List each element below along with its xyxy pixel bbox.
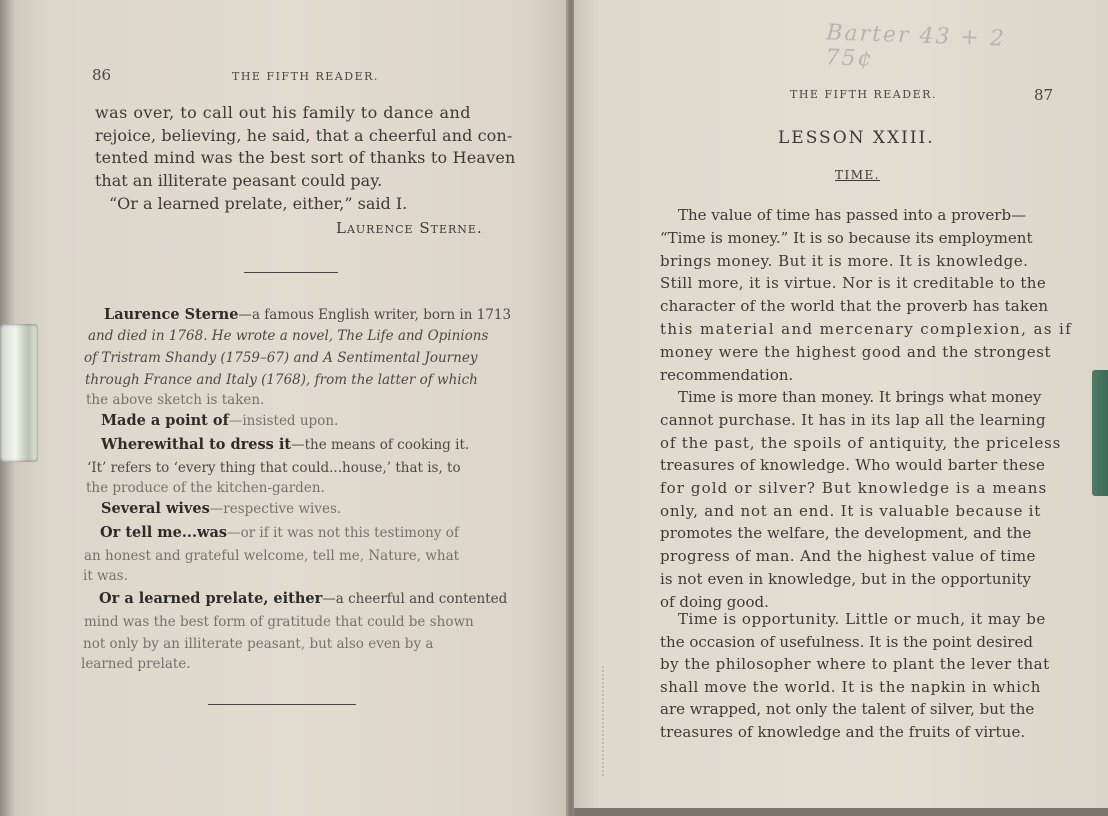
note-term: Laurence Sterne [104,306,239,323]
right-body-line: character of the world that the proverb has taken [660,297,1049,315]
right-body-line: cannot purchase. It has in its lap all the learning [660,411,1046,429]
section-rule [208,704,356,705]
right-body-line: of the past, the spoils of antiquity, the priceless [660,434,1062,452]
right-body-line: “Time is money.” It is so because its employment [660,229,1033,247]
note-line: and died in 1768. He wrote a novel, The Life and Opinions [88,328,489,344]
right-page-clip [1092,370,1108,496]
note-text: —or if it was not this testimony of [227,525,459,541]
right-body-line: brings money. But it is more. It is knowledge. [660,252,1029,270]
right-body-line: The value of time has passed into a proverb— [678,206,1027,224]
right-body-line: Time is opportunity. Little or much, it may be [678,610,1046,628]
left-page-clip [0,324,38,462]
right-body-line: recommendation. [660,366,794,384]
right-page-number: 87 [1034,86,1054,104]
right-body-line: treasures of knowledge and the fruits of virtue. [660,723,1026,741]
lesson-subtitle: TIME. [835,168,881,182]
right-body-line: shall move the world. It is the napkin in which [660,678,1041,696]
note-line: an honest and grateful welcome, tell me, Nature, what [84,548,460,564]
note-line: learned prelate. [81,656,191,672]
right-body-line: the occasion of usefulness. It is the point desired [660,633,1033,651]
note-term: Several wives [101,500,210,517]
note-line [99,588,507,610]
note-line: the produce of the kitchen-garden. [86,480,325,496]
note-text: —a famous English writer, born in 1713 [238,307,512,323]
left-body-line: tented mind was the best sort of thanks to Heaven [95,148,516,167]
page-bottom-shadow [574,808,1108,816]
note-line: it was. [83,568,128,584]
right-body-line: promotes the welfare, the development, and the [660,524,1032,542]
note-term: Wherewithal to dress it [101,436,292,453]
note-term: Or a learned prelate, either [99,590,323,607]
left-body-line: was over, to call out his family to dance and [95,103,471,122]
note-line: ‘It’ refers to ‘every thing that could...house,’ that is, to [87,460,461,476]
right-body-line: is not even in knowledge, but in the opportunity [660,570,1032,588]
right-body-line: for gold or silver? But knowledge is a means [660,479,1048,497]
note-term: Made a point of [101,412,229,429]
left-author: Laurence Sterne. [336,219,483,237]
right-body-line: of doing good. [660,593,769,611]
left-page-number: 86 [92,66,112,84]
right-body-line: this material and mercenary complexion, as if [660,320,1073,338]
right-body-line: progress of man. And the highest value of time [660,547,1036,565]
note-line: not only by an illiterate peasant, but also even by a [83,636,434,652]
note-line: through France and Italy (1768), from the latter of which [85,372,478,388]
note-line [101,498,341,520]
note-line: of Tristram Shandy (1759–67) and A Sentimental Journey [84,350,478,366]
right-body-line: only, and not an end. It is valuable because it [660,502,1042,520]
left-running-head: THE FIFTH READER. [232,70,379,83]
left-body-line: that an illiterate peasant could pay. [95,171,383,190]
pencil-annotation: Barter 43 + 2 75¢ [825,20,1007,72]
note-line: mind was the best form of gratitude that could be shown [84,614,474,630]
note-text: —the means of cooking it. [291,437,470,453]
right-body-line: are wrapped, not only the talent of silver, but the [660,700,1035,718]
note-line [104,304,511,326]
note-text: —a cheerful and contented [322,591,508,607]
note-text: —respective wives. [209,501,342,517]
right-body-line: treasures of knowledge. Who would barter these [660,456,1046,474]
right-body-line: Still more, it is virtue. Nor is it creditable to the [660,274,1047,292]
right-body-line: money were the highest good and the strongest [660,343,1052,361]
note-line [101,410,338,432]
right-body-line: by the philosopher where to plant the lever that [660,655,1050,673]
note-line [100,522,459,544]
note-text: —insisted upon. [228,413,339,429]
pencil-scribble [602,666,650,776]
note-term: Or tell me...was [100,524,228,541]
note-line [101,434,469,456]
left-body-line: “Or a learned prelate, either,” said I. [109,194,408,213]
section-rule [244,272,338,273]
left-body-line: rejoice, believing, he said, that a cheerful and con- [95,126,513,145]
right-body-line: Time is more than money. It brings what money [678,388,1042,406]
right-running-head: THE FIFTH READER. [790,88,937,101]
lesson-title: LESSON XXIII. [778,128,935,148]
note-line: the above sketch is taken. [86,392,265,408]
